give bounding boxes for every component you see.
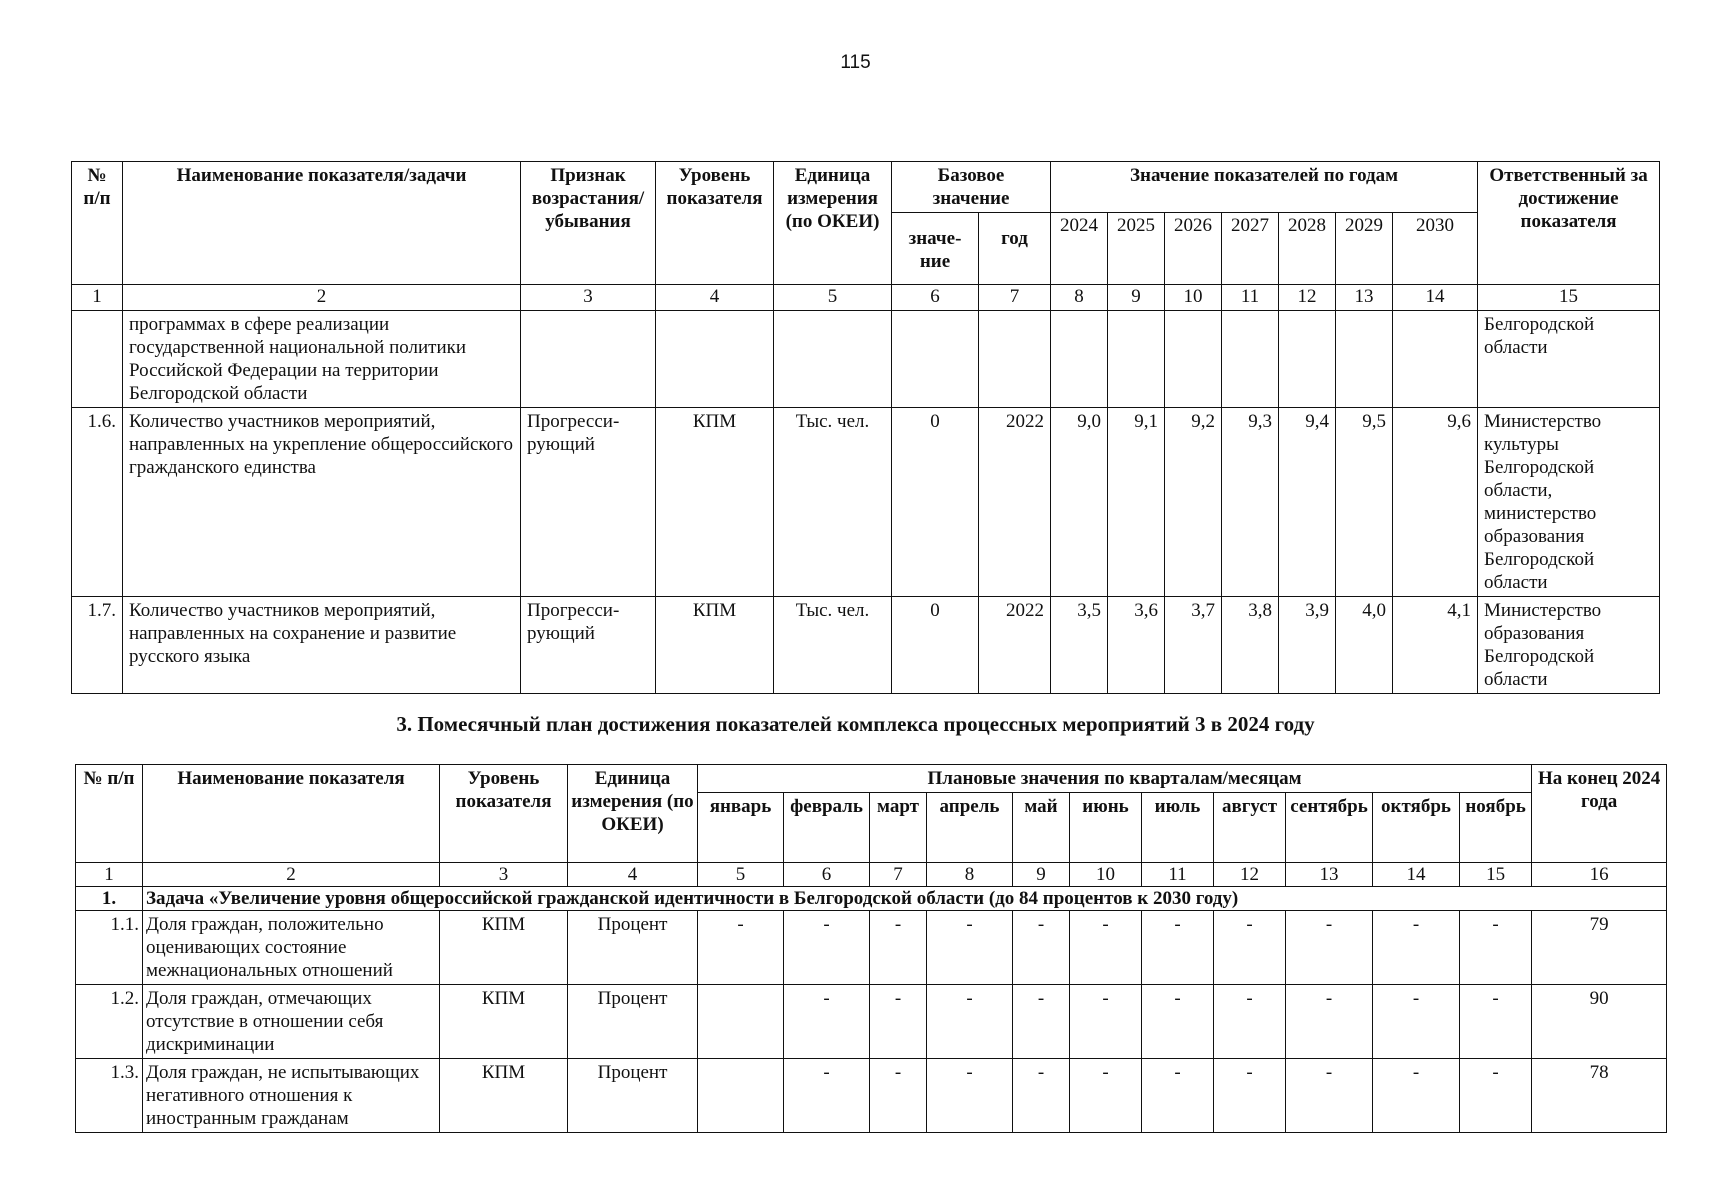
- column-number: 13: [1286, 863, 1373, 887]
- row-value: [1222, 311, 1279, 408]
- row-end-value: 90: [1532, 985, 1667, 1059]
- column-number: 15: [1460, 863, 1532, 887]
- row-base-value: [892, 311, 979, 408]
- column-number: 15: [1478, 285, 1660, 311]
- header-year: 2024: [1051, 213, 1108, 285]
- row-value: 9,2: [1165, 408, 1222, 597]
- column-number: 10: [1165, 285, 1222, 311]
- column-number: 2: [123, 285, 521, 311]
- row-value: 4,0: [1336, 597, 1393, 694]
- row-month-value: -: [1373, 1059, 1460, 1133]
- row-end-value: 78: [1532, 1059, 1667, 1133]
- column-number-row: [76, 863, 1667, 887]
- header-base-year: год: [979, 213, 1051, 285]
- column-number: 8: [927, 863, 1013, 887]
- column-number: 3: [521, 285, 656, 311]
- row-month-value: -: [1013, 1059, 1070, 1133]
- column-number: 4: [568, 863, 698, 887]
- header-month: май: [1013, 793, 1070, 863]
- column-number: 11: [1142, 863, 1214, 887]
- row-end-value: 79: [1532, 911, 1667, 985]
- column-number-row: [72, 285, 1660, 311]
- column-number: 8: [1051, 285, 1108, 311]
- row-month-value: -: [1070, 911, 1142, 985]
- row-num: [72, 311, 123, 408]
- header-month: октябрь: [1373, 793, 1460, 863]
- row-month-value: -: [1460, 911, 1532, 985]
- header-responsible: Ответственный за достижение показателя: [1478, 162, 1660, 285]
- row-month-value: -: [1070, 985, 1142, 1059]
- row-name: Доля граждан, положительно оценивающих состояние межнациональных отношений: [143, 911, 440, 985]
- column-number: 6: [892, 285, 979, 311]
- row-value: 4,1: [1393, 597, 1478, 694]
- row-level: КПМ: [440, 1059, 568, 1133]
- header-months-group: Плановые значения по кварталам/месяцам: [698, 765, 1532, 793]
- column-number: 14: [1373, 863, 1460, 887]
- row-month-value: -: [1373, 985, 1460, 1059]
- row-month-value: -: [1070, 1059, 1142, 1133]
- header-name: Наименование показателя: [143, 765, 440, 863]
- column-number: 12: [1214, 863, 1286, 887]
- row-month-value: -: [1013, 985, 1070, 1059]
- row-value: 9,3: [1222, 408, 1279, 597]
- column-number: 1: [72, 285, 123, 311]
- header-end: На конец 2024 года: [1532, 765, 1667, 863]
- row-base-year: 2022: [979, 408, 1051, 597]
- task-row: [76, 887, 1667, 911]
- header-month: ноябрь: [1460, 793, 1532, 863]
- header-month: август: [1214, 793, 1286, 863]
- row-month-value: -: [1142, 985, 1214, 1059]
- row-value: [1165, 311, 1222, 408]
- header-month: январь: [698, 793, 784, 863]
- header-years-group: Значение показателей по годам: [1051, 162, 1478, 213]
- row-value: 9,4: [1279, 408, 1336, 597]
- column-number: 1: [76, 863, 143, 887]
- header-name: Наименование показателя/задачи: [123, 162, 521, 285]
- row-responsible: Белгородской области: [1478, 311, 1660, 408]
- header-year: 2028: [1279, 213, 1336, 285]
- row-month-value: -: [1013, 911, 1070, 985]
- header-year: 2025: [1108, 213, 1165, 285]
- header-month: апрель: [927, 793, 1013, 863]
- row-month-value: -: [870, 911, 927, 985]
- row-name: программах в сфере реализации государственной национальной политики Российской Федерации на территории Белгородской области: [123, 311, 521, 408]
- header-trend: Признак возрастания/ убывания: [521, 162, 656, 285]
- column-number: 5: [774, 285, 892, 311]
- row-month-value: -: [927, 1059, 1013, 1133]
- header-month: март: [870, 793, 927, 863]
- row-unit: Тыс. чел.: [774, 597, 892, 694]
- table-row: [76, 985, 1667, 1059]
- section-title: 3. Помесячный план достижения показателей комплекса процессных мероприятий 3 в 2024 году: [396, 712, 1315, 736]
- row-month-value: -: [784, 985, 870, 1059]
- row-base-value: 0: [892, 597, 979, 694]
- column-number: 9: [1108, 285, 1165, 311]
- row-level: КПМ: [440, 911, 568, 985]
- row-value: 9,1: [1108, 408, 1165, 597]
- row-base-year: 2022: [979, 597, 1051, 694]
- row-value: 3,7: [1165, 597, 1222, 694]
- row-month-value: -: [870, 985, 927, 1059]
- page-number: 115: [840, 52, 871, 73]
- row-unit: Процент: [568, 1059, 698, 1133]
- indicators-by-year-table: [71, 161, 1660, 694]
- row-value: 9,6: [1393, 408, 1478, 597]
- row-value: [1279, 311, 1336, 408]
- row-value: [1336, 311, 1393, 408]
- row-name: Доля граждан, не испытывающих негативного отношения к иностранным гражданам: [143, 1059, 440, 1133]
- row-month-value: -: [1460, 1059, 1532, 1133]
- row-month-value: -: [1286, 911, 1373, 985]
- header-base: Базовое значение: [892, 162, 1051, 213]
- column-number: 13: [1336, 285, 1393, 311]
- task-num: 1.: [76, 887, 143, 911]
- row-name: Количество участников мероприятий, направленных на укрепление общероссийского гражданского единства: [123, 408, 521, 597]
- header-month: июнь: [1070, 793, 1142, 863]
- row-month-value: -: [1214, 985, 1286, 1059]
- row-month-value: -: [870, 1059, 927, 1133]
- row-value: 3,9: [1279, 597, 1336, 694]
- table-row: [72, 311, 1660, 408]
- row-name: Доля граждан, отмечающих отсутствие в отношении себя дискриминации: [143, 985, 440, 1059]
- row-month-value: -: [698, 911, 784, 985]
- table-row: [76, 1059, 1667, 1133]
- row-base-value: 0: [892, 408, 979, 597]
- row-value: 3,8: [1222, 597, 1279, 694]
- task-text: Задача «Увеличение уровня общероссийской гражданской идентичности в Белгородской области (до 84 процентов к 2030 году): [143, 887, 1667, 911]
- row-month-value: -: [1373, 911, 1460, 985]
- row-month-value: -: [1460, 985, 1532, 1059]
- header-month: сентябрь: [1286, 793, 1373, 863]
- row-month-value: -: [784, 1059, 870, 1133]
- row-num: 1.2.: [76, 985, 143, 1059]
- row-unit: Процент: [568, 985, 698, 1059]
- row-month-value: -: [927, 985, 1013, 1059]
- header-month: февраль: [784, 793, 870, 863]
- row-month-value: -: [1286, 1059, 1373, 1133]
- row-unit: Процент: [568, 911, 698, 985]
- column-number: 10: [1070, 863, 1142, 887]
- row-name: Количество участников мероприятий, направленных на сохранение и развитие русского языка: [123, 597, 521, 694]
- header-base-value: значе- ние: [892, 213, 979, 285]
- header-num: № п/п: [76, 765, 143, 863]
- row-month-value: -: [1214, 1059, 1286, 1133]
- header-level: Уровень показателя: [656, 162, 774, 285]
- column-number: 12: [1279, 285, 1336, 311]
- row-responsible: Министерство культуры Белгородской области, министерство образования Белгородской области: [1478, 408, 1660, 597]
- row-level: КПМ: [440, 985, 568, 1059]
- header-year: 2029: [1336, 213, 1393, 285]
- row-level: [656, 311, 774, 408]
- header-row: [72, 162, 1660, 213]
- row-month-value: -: [927, 911, 1013, 985]
- row-trend: [521, 311, 656, 408]
- row-num: 1.3.: [76, 1059, 143, 1133]
- row-month-value: -: [1214, 911, 1286, 985]
- row-num: 1.1.: [76, 911, 143, 985]
- row-unit: Тыс. чел.: [774, 408, 892, 597]
- row-trend: Прогресси- рующий: [521, 597, 656, 694]
- row-value: [1051, 311, 1108, 408]
- row-month-value: [698, 1059, 784, 1133]
- header-num: № п/п: [72, 162, 123, 285]
- table-row: [72, 597, 1660, 694]
- header-row: [76, 765, 1667, 793]
- row-num: 1.6.: [72, 408, 123, 597]
- column-number: 7: [979, 285, 1051, 311]
- row-value: [1108, 311, 1165, 408]
- row-month-value: -: [1142, 911, 1214, 985]
- column-number: 7: [870, 863, 927, 887]
- column-number: 2: [143, 863, 440, 887]
- row-value: 9,5: [1336, 408, 1393, 597]
- row-value: [1393, 311, 1478, 408]
- column-number: 5: [698, 863, 784, 887]
- row-responsible: Министерство образования Белгородской области: [1478, 597, 1660, 694]
- header-year: 2027: [1222, 213, 1279, 285]
- column-number: 9: [1013, 863, 1070, 887]
- header-unit: Единица измерения (по ОКЕИ): [568, 765, 698, 863]
- row-level: КПМ: [656, 408, 774, 597]
- header-unit: Единица измерения (по ОКЕИ): [774, 162, 892, 285]
- column-number: 16: [1532, 863, 1667, 887]
- row-value: 3,6: [1108, 597, 1165, 694]
- row-trend: Прогресси- рующий: [521, 408, 656, 597]
- row-level: КПМ: [656, 597, 774, 694]
- row-base-year: [979, 311, 1051, 408]
- column-number: 14: [1393, 285, 1478, 311]
- row-month-value: -: [1142, 1059, 1214, 1133]
- row-month-value: -: [784, 911, 870, 985]
- row-month-value: [698, 985, 784, 1059]
- row-value: 9,0: [1051, 408, 1108, 597]
- column-number: 3: [440, 863, 568, 887]
- header-year: 2030: [1393, 213, 1478, 285]
- table-row: [72, 408, 1660, 597]
- column-number: 6: [784, 863, 870, 887]
- header-year: 2026: [1165, 213, 1222, 285]
- row-value: 3,5: [1051, 597, 1108, 694]
- monthly-plan-table: [75, 764, 1667, 1133]
- row-num: 1.7.: [72, 597, 123, 694]
- column-number: 4: [656, 285, 774, 311]
- header-month: июль: [1142, 793, 1214, 863]
- column-number: 11: [1222, 285, 1279, 311]
- row-month-value: -: [1286, 985, 1373, 1059]
- header-level: Уровень показателя: [440, 765, 568, 863]
- row-unit: [774, 311, 892, 408]
- table-row: [76, 911, 1667, 985]
